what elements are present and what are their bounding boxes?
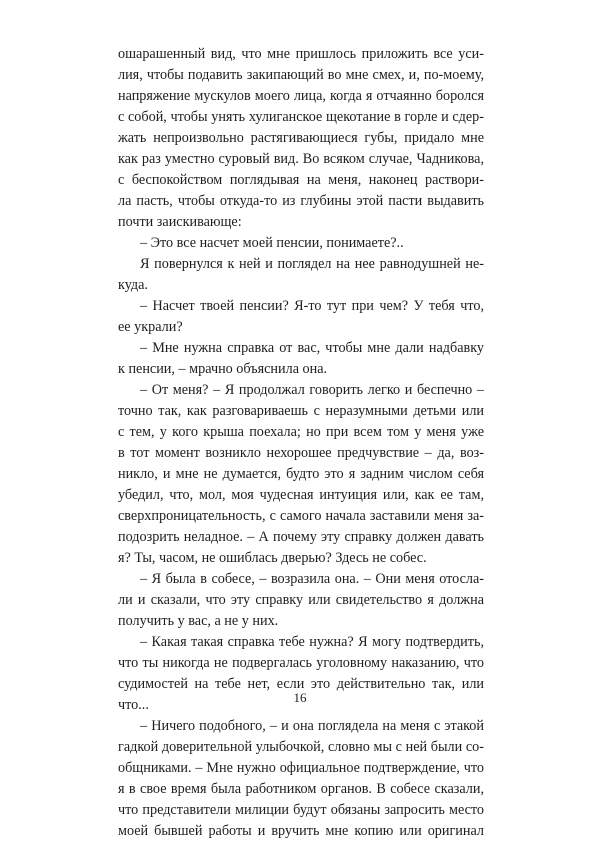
text-line: ла пасть, чтобы откуда-то из глубины этой пасти выдавить xyxy=(118,193,484,209)
text-line: ошарашенный вид, что мне пришлось приложить все уси- xyxy=(118,46,484,62)
text-line: что ты никогда не подвергалась уголовному наказанию, что xyxy=(118,655,484,671)
text-line: сверхпроницательность, с самого начала заставили меня за- xyxy=(118,508,484,524)
text-line: почти заискивающе: xyxy=(118,214,242,230)
text-line: напряжение мускулов моего лица, когда я отчаянно боролся xyxy=(118,88,484,104)
text-line: куда. xyxy=(118,277,148,293)
text-line: ли и сказали, что эту справку или свидетельство я должна xyxy=(118,592,484,608)
text-line: – Это все насчет моей пенсии, понимаете?.. xyxy=(140,235,404,251)
text-line: что представители милиции будут обязаны запросить место xyxy=(118,802,484,818)
text-line: что... xyxy=(118,697,149,713)
text-line: ее украли? xyxy=(118,319,183,335)
text-line: – Мне нужна справка от вас, чтобы мне дали надбавку xyxy=(140,340,484,356)
body-text xyxy=(118,44,484,842)
text-line: как раз уместно суровый вид. Во всяком случае, Чадникова, xyxy=(118,151,484,167)
text-line: точно так, как разговариваешь с неразумными детьми или xyxy=(118,403,484,419)
text-line: в тот момент возникло нехорошее предчувствие – да, воз- xyxy=(118,445,484,461)
text-line: с собой, чтобы унять хулиганское щекотание в горле и сдер- xyxy=(118,109,484,125)
text-line: – Насчет твоей пенсии? Я-то тут при чем? У тебя что, xyxy=(140,298,484,314)
text-line: я? Ты, часом, не ошиблась дверью? Здесь не собес. xyxy=(118,550,427,566)
text-line: с тем, у кого крыша поехала; но при всем том у меня уже xyxy=(118,424,484,440)
text-line: моей бывшей работы и вручить мне копию или оригинал xyxy=(118,823,484,839)
text-line: жать непроизвольно растягивающиеся губы, придало мне xyxy=(118,130,484,146)
text-line: я в свое время была работником органов. В собесе сказали, xyxy=(118,781,484,797)
text-line: судимостей на тебе нет, если это действительно так, или xyxy=(118,676,484,692)
text-line: гадкой доверительной улыбочкой, словно мы с ней были со- xyxy=(118,739,484,755)
text-line: – От меня? – Я продолжал говорить легко и беспечно – xyxy=(140,382,484,398)
text-line: лия, чтобы подавить закипающий во мне смех, и, по-моему, xyxy=(118,67,484,83)
text-line: подозрить неладное. – А почему эту справку должен давать xyxy=(118,529,484,545)
text-line: с беспокойством поглядывая на меня, наконец раствори- xyxy=(118,172,484,188)
text-line: убедил, что, мол, моя чудесная интуиция или, как ее там, xyxy=(118,487,484,503)
text-line: – Я была в собесе, – возразила она. – Они меня отосла- xyxy=(140,571,484,587)
text-line: общниками. – Мне нужно официальное подтверждение, что xyxy=(118,760,484,776)
text-line: – Какая такая справка тебе нужна? Я могу подтвердить, xyxy=(140,634,484,650)
text-line: Я повернулся к ней и поглядел на нее равнодушней не- xyxy=(140,256,484,272)
page-number: 16 xyxy=(293,690,307,705)
text-line: получить у вас, а не у них. xyxy=(118,613,279,629)
text-line: – Ничего подобного, – и она поглядела на меня с этакой xyxy=(140,718,484,734)
text-line: никло, и мне не думается, будто это я задним числом себя xyxy=(118,466,484,482)
text-line: к пенсии, – мрачно объяснила она. xyxy=(118,361,328,377)
